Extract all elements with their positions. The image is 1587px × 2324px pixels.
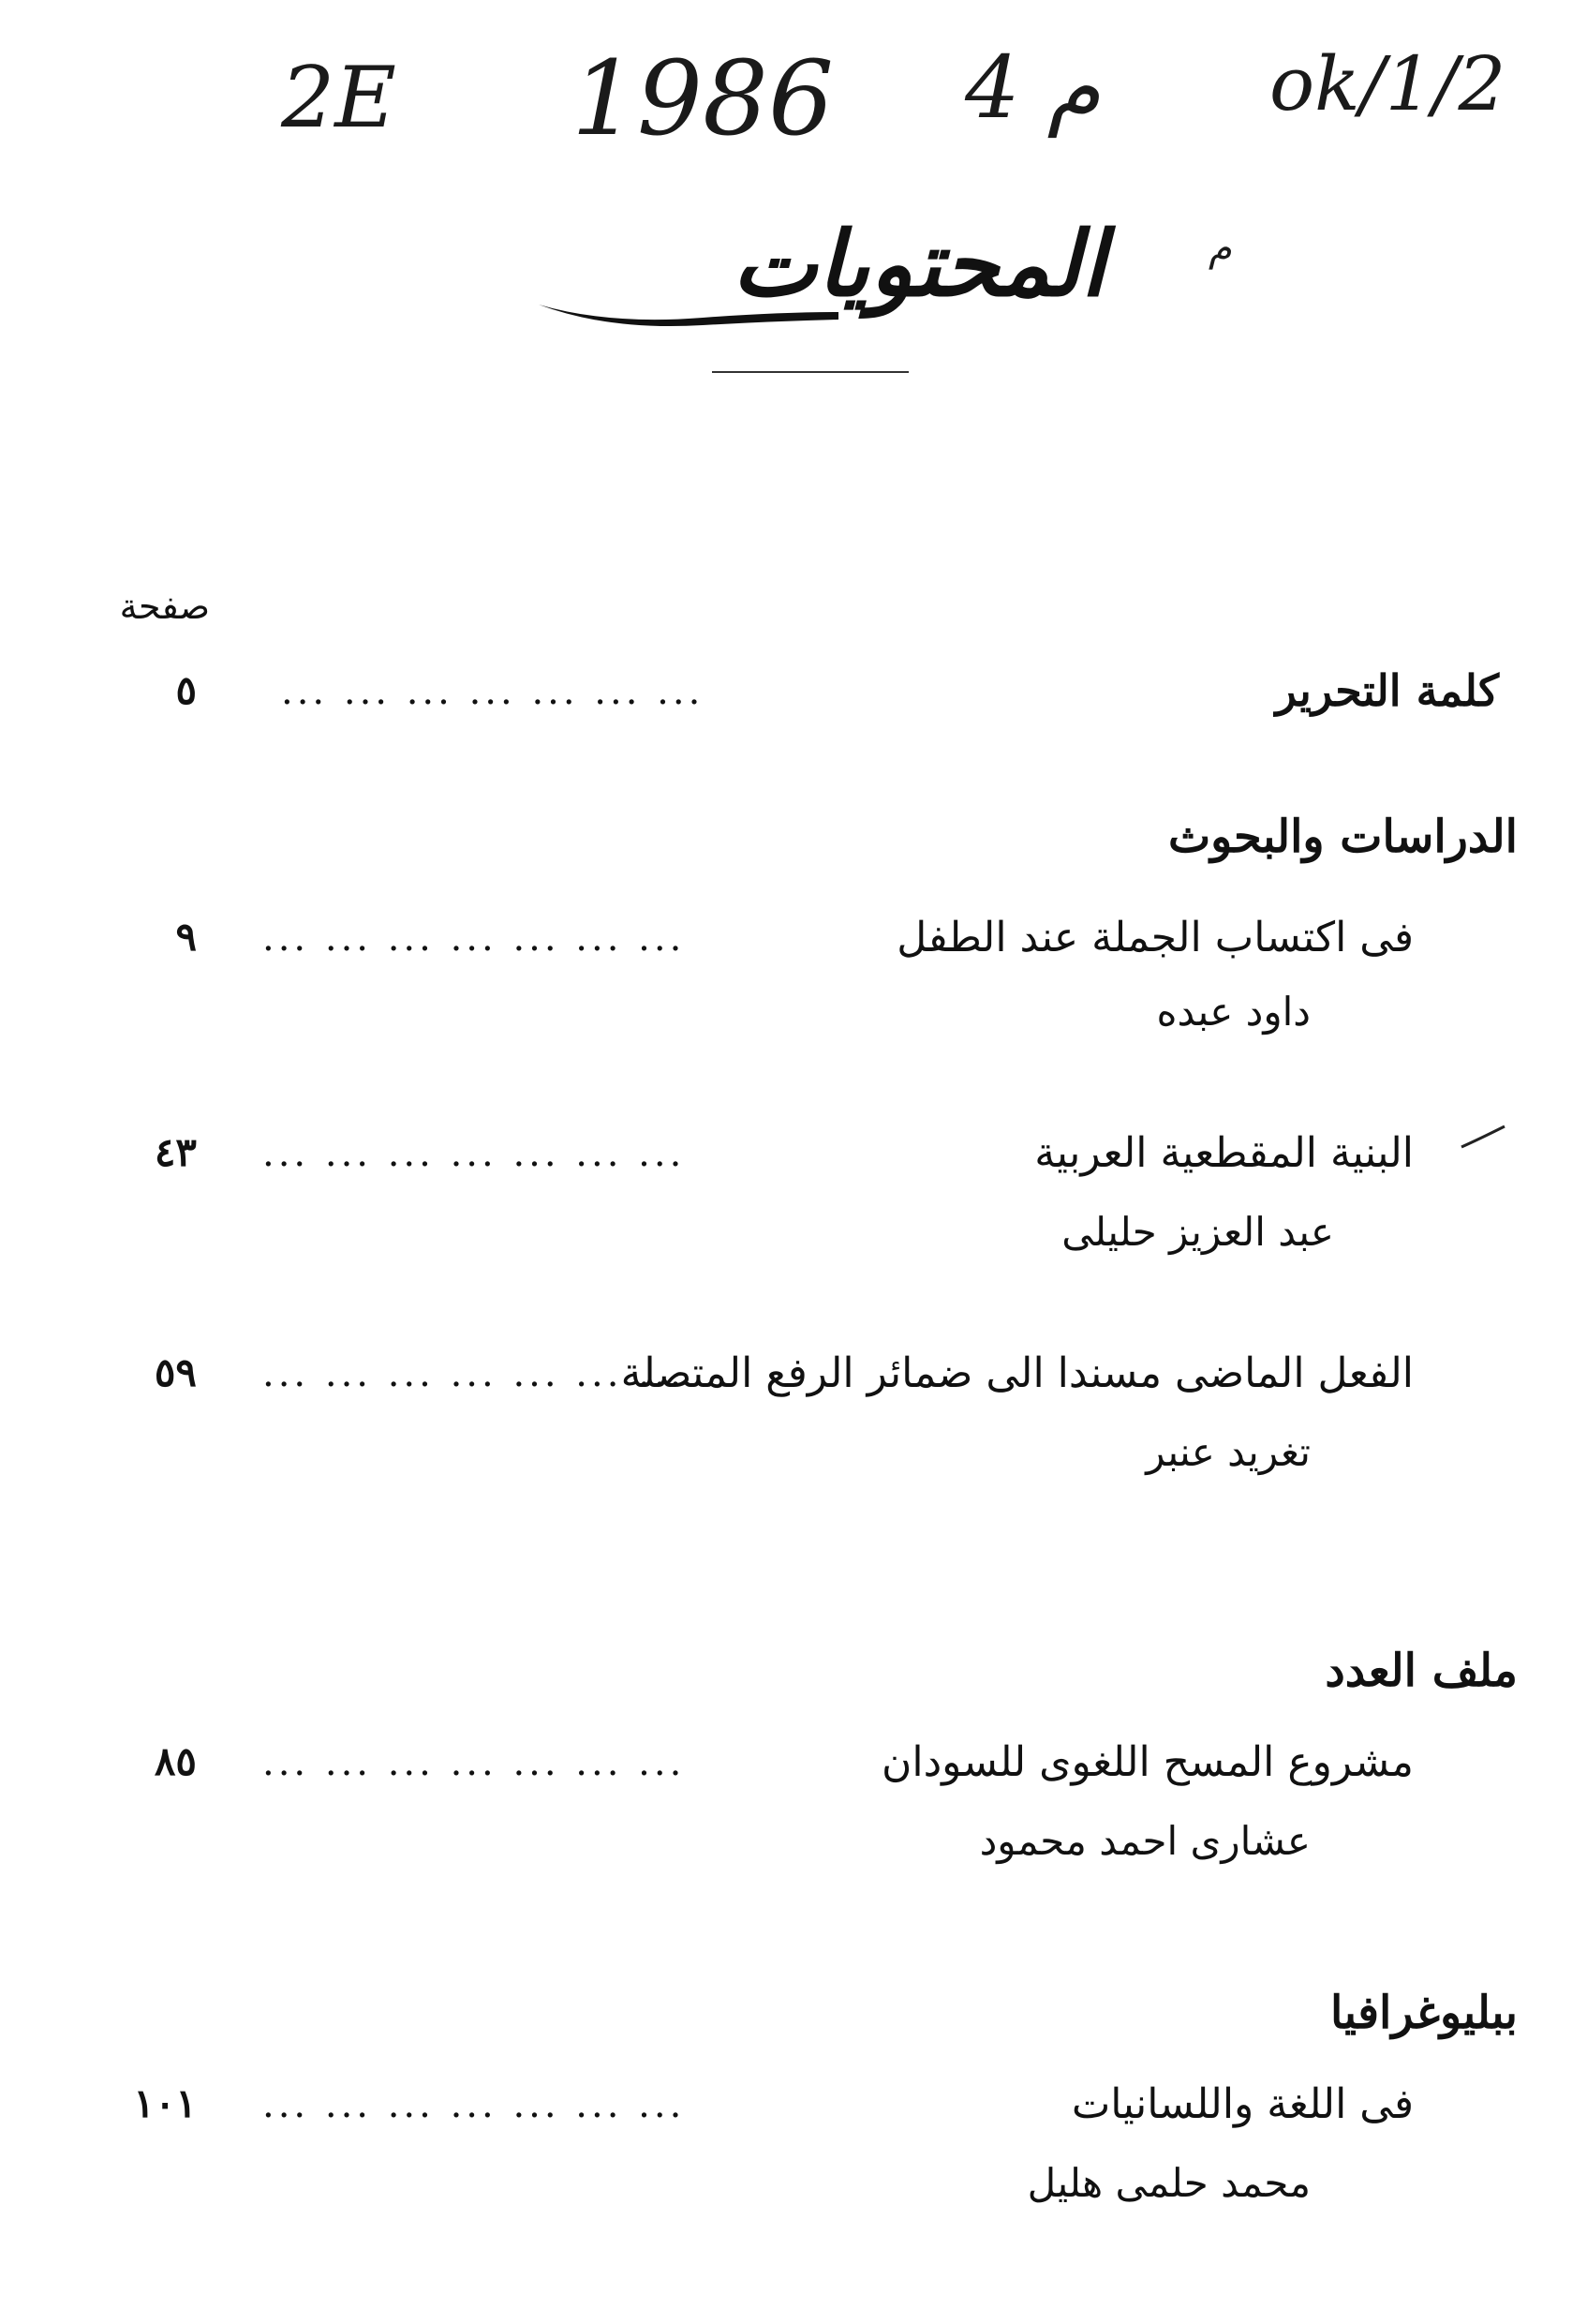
handwritten-code: ok/1/2 — [1269, 40, 1506, 127]
entry-leader-dots: ... ... ... ... ... ... ... — [262, 1741, 686, 1784]
entry-leader-dots: ... ... ... ... ... ... ... — [262, 1352, 686, 1395]
entry-title: فى اللغة واللسانيات — [1071, 2080, 1414, 2128]
page-column-label: صفحة — [119, 586, 210, 627]
entry-author: عبد العزيز حليلى — [1061, 1209, 1334, 1255]
entry-title: البنية المقطعية العربية — [1034, 1129, 1414, 1177]
editorial-leader-dots: ... ... ... ... ... ... ... — [281, 670, 705, 713]
entry-leader-dots: ... ... ... ... ... ... ... — [262, 1132, 686, 1175]
entry-leader-dots: ... ... ... ... ... ... ... — [262, 2083, 686, 2126]
title-swash-decoration — [534, 276, 843, 333]
handwritten-small-mark: م — [1209, 227, 1232, 270]
entry-page: ٤٣ — [154, 1129, 197, 1175]
entry-title: الفعل الماضى مسندا الى ضمائر الرفع المتصلة — [620, 1349, 1414, 1397]
section-heading-studies: الدراسات والبحوث — [1167, 811, 1518, 863]
entry-title: مشروع المسح اللغوى للسودان — [882, 1738, 1414, 1786]
title-divider — [712, 371, 909, 373]
entry-author: تغريد عنبر — [1146, 1429, 1311, 1475]
section-heading-bibliography: ببليوغرافيا — [1330, 1987, 1518, 2039]
entry-leader-dots: ... ... ... ... ... ... ... — [262, 916, 686, 960]
handwritten-number: 2E — [281, 49, 396, 147]
entry-author: محمد حلمى هليل — [1027, 2160, 1311, 2206]
entry-page: ٩ — [175, 914, 197, 960]
page-title-block — [525, 211, 1105, 361]
editorial-title: كلمة التحرير — [1275, 665, 1499, 716]
section-heading-issue-file: ملف العدد — [1325, 1645, 1518, 1697]
entry-page: ٨٥ — [154, 1738, 197, 1784]
page-title: المحتويات — [732, 211, 1105, 317]
check-mark-icon — [1460, 1123, 1506, 1151]
entry-page: ١٠١ — [133, 2080, 197, 2126]
entry-title: فى اكتساب الجملة عند الطفل — [897, 914, 1414, 961]
entry-author: عشارى احمد محمود — [979, 1818, 1311, 1864]
entry-author: داود عبده — [1156, 989, 1311, 1035]
handwritten-year: 1986 — [571, 38, 834, 158]
entry-page: ٥٩ — [154, 1349, 197, 1395]
editorial-page: ٥ — [175, 667, 197, 713]
handwritten-page-mark: م 4 — [965, 37, 1101, 138]
